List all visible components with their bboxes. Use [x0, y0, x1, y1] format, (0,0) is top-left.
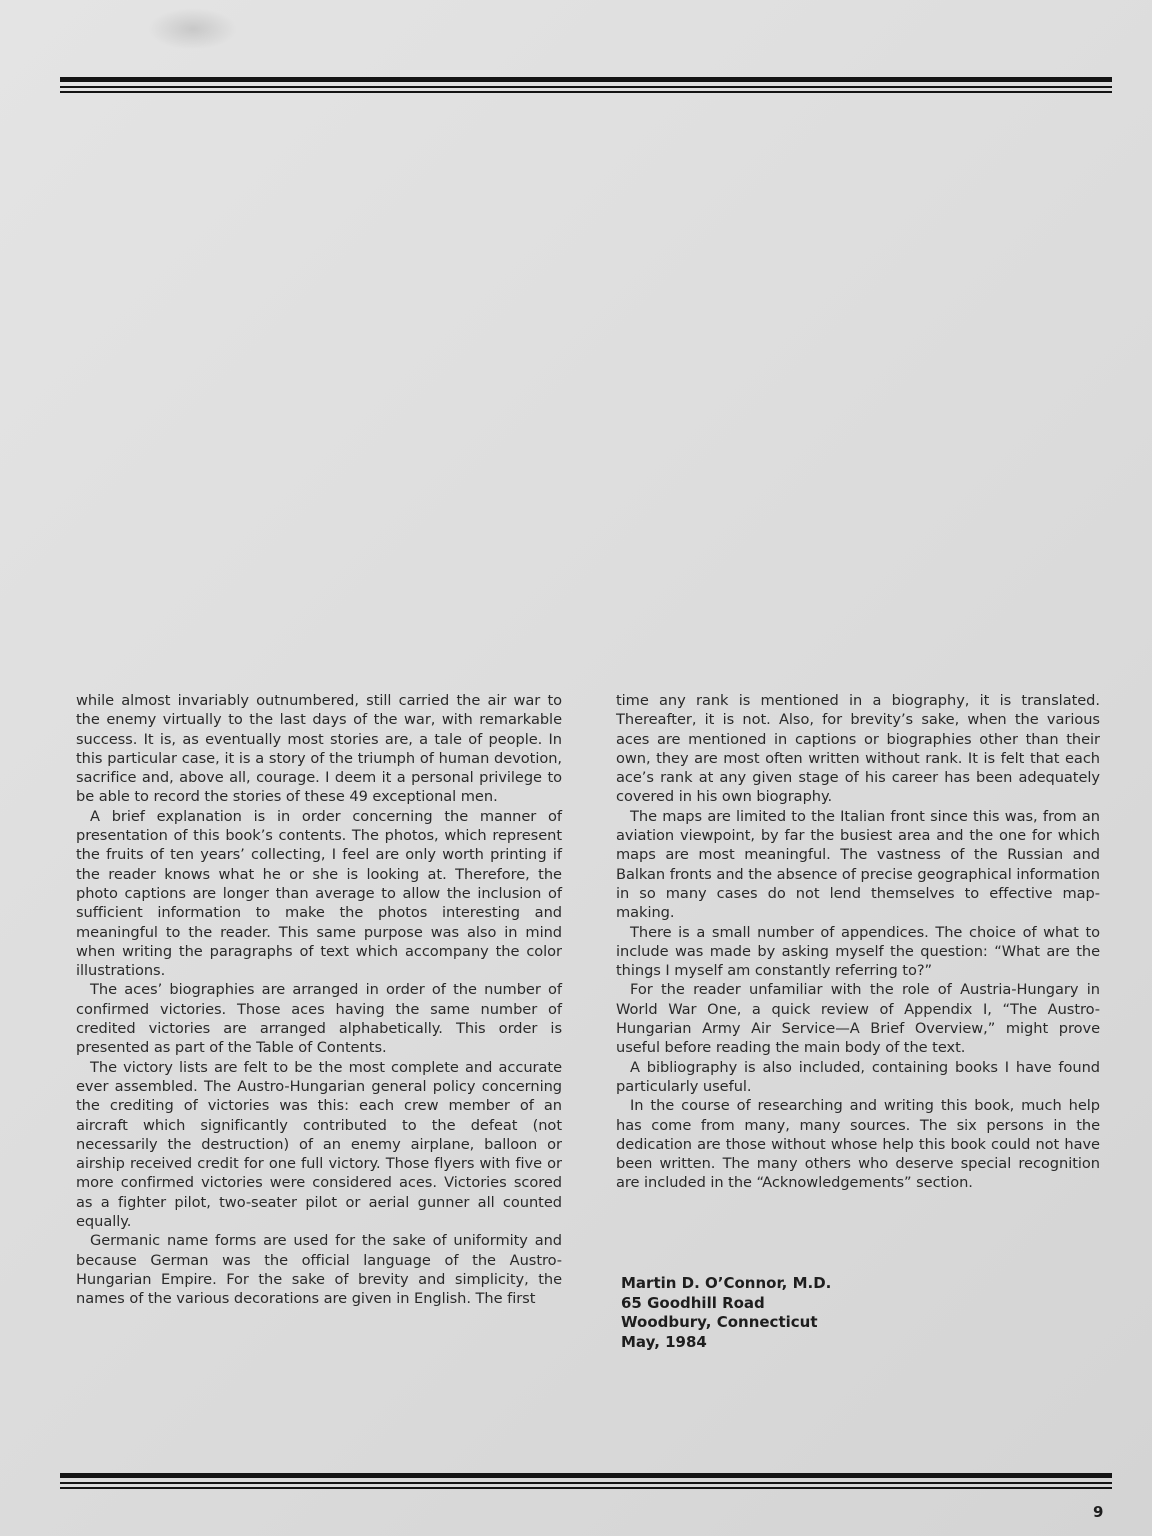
paragraph: A bibliography is also included, containing books I have found particularly useful.	[616, 1058, 1100, 1095]
paragraph: while almost invariably outnumbered, still carried the air war to the enemy virtually to the last days of the war, with remarkable success. It is, as eventually most stories are, a tale of people. In this particular case, it is a story of the triumph of human devotion, sacrifice and, above all, courage. I deem it a personal privilege to be able to record the stories of these 49 exceptional men.	[76, 692, 562, 806]
author-name: Martin D. O’Connor, M.D.	[621, 1274, 832, 1292]
rule-thin-line	[60, 86, 1112, 88]
paper-stain	[148, 8, 238, 50]
rule-thin-line	[60, 1487, 1112, 1489]
rule-thin-line	[60, 1482, 1112, 1484]
author-signature-block	[621, 1274, 831, 1352]
paragraph: time any rank is mentioned in a biography, it is translated. Thereafter, it is not. Also, for brevity’s sake, when the various aces are mentioned in captions or biographies other than their own, they are most often written without rank. It is felt that each ace’s rank at any given stage of his career has been adequately covered in his own biography.	[616, 692, 1100, 806]
paragraph: The maps are limited to the Italian front since this was, from an aviation viewpoint, by far the busiest area and the one for which maps are most meaningful. The vastness of the Russian and Balkan fronts and the absence of precise geographical information in so many cases do not lend themselves to effective map-making.	[616, 807, 1100, 922]
paragraph: For the reader unfamiliar with the role of Austria-Hungary in World War One, a quick review of Appendix I, “The Austro-Hungarian Army Air Service—A Brief Overview,” might prove useful before reading the main body of the text.	[616, 981, 1100, 1057]
paragraph: There is a small number of appendices. The choice of what to include was made by asking myself the question: “What are the things I myself am constantly referring to?”	[616, 923, 1100, 980]
bottom-decorative-rule	[60, 1473, 1112, 1493]
rule-thick-line	[60, 77, 1112, 82]
paragraph: The aces’ biographies are arranged in order of the number of confirmed victories. Those aces having the same number of credited victories are arranged alphabetically. This order is presented as part of the Table of Contents.	[76, 981, 562, 1057]
page-number: 9	[1093, 1503, 1104, 1521]
signature-date: May, 1984	[621, 1332, 707, 1351]
rule-thin-line	[60, 91, 1112, 93]
text-column-right	[616, 691, 1100, 1193]
rule-thick-line	[60, 1473, 1112, 1478]
top-decorative-rule	[60, 77, 1112, 97]
paragraph: In the course of researching and writing this book, much help has come from many, many sources. The six persons in the dedication are those without whose help this book could not have been written. The many others who deserve special recognition are included in the “Acknowledgements” section.	[616, 1097, 1100, 1192]
paragraph: The victory lists are felt to be the most complete and accurate ever assembled. The Austro-Hungarian general policy concerning the crediting of victories was this: each crew member of an aircraft which significantly contributed to the defeat (not necessarily the destruction) of an enemy airplane, balloon or airship received credit for one full victory. Those flyers with five or more confirmed victories were considered aces. Victories scored as a fighter pilot, two-seater pilot or aerial gunner all counted equally.	[76, 1058, 562, 1231]
paragraph: Germanic name forms are used for the sake of uniformity and because German was the official language of the Austro-Hungarian Empire. For the sake of brevity and simplicity, the names of the various decorations are given in English. The first	[76, 1232, 562, 1308]
paragraph: A brief explanation is in order concerning the manner of presentation of this book’s contents. The photos, which represent the fruits of ten years’ collecting, I feel are only worth printing if the reader knows what he or she is looking at. Therefore, the photo captions are longer than average to allow the inclusion of sufficient information to make the photos interesting and meaningful to the reader. This same purpose was also in mind when writing the paragraphs of text which accompany the color illustrations.	[76, 807, 562, 980]
author-city: Woodbury, Connecticut	[621, 1313, 818, 1331]
author-street: 65 Goodhill Road	[621, 1293, 765, 1312]
text-column-left	[76, 691, 562, 1309]
